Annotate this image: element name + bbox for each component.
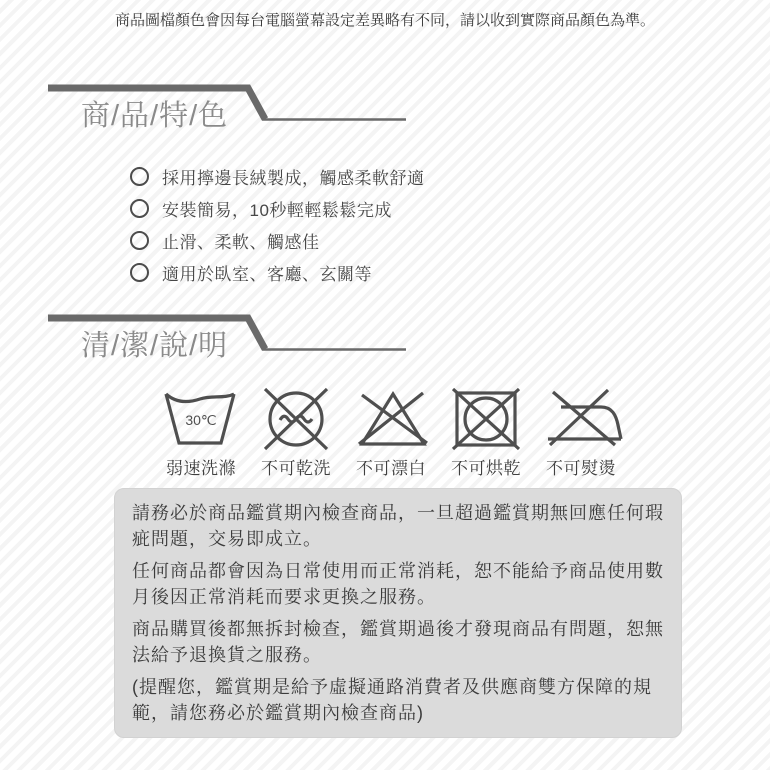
care-item-no-dry-clean (258, 387, 334, 479)
notice-paragraph (132, 500, 664, 552)
feature-item (130, 229, 425, 251)
feature-text: 適用於臥室、客廳、玄關等 (162, 264, 372, 284)
notice-paragraph (132, 558, 664, 610)
no-bleach-icon (353, 387, 433, 451)
feature-text: 安裝簡易，10秒輕輕鬆鬆完成 (162, 200, 392, 220)
color-disclaimer-text: 商品圖檔顏色會因每台電腦螢幕設定差異略有不同，請以收到實際商品顏色為準。 (114, 12, 655, 29)
feature-item (130, 261, 425, 283)
care-label: 不可乾洗 (261, 459, 331, 478)
cleaning-section-title: 清/潔/說/明 (81, 330, 229, 362)
no-iron-icon (543, 387, 623, 451)
care-label: 不可烘乾 (451, 459, 521, 478)
notice-paragraph (132, 674, 664, 726)
care-item-no-iron (543, 387, 619, 479)
notice-line: 範，請您務必於鑑賞期內檢查商品) (132, 703, 424, 723)
circle-bullet-icon (130, 231, 149, 250)
no-tumble-dry-icon (448, 387, 524, 451)
cleaning-section-header (48, 314, 408, 374)
care-label: 不可熨燙 (546, 459, 616, 478)
circle-bullet-icon (130, 263, 149, 282)
notice-line: (提醒您，鑑賞期是給予虛擬通路消費者及供應商雙方保障的規 (132, 677, 652, 697)
care-item-wash (163, 387, 239, 479)
care-item-no-bleach (353, 387, 429, 479)
care-item-no-tumble-dry (448, 387, 524, 479)
features-list (130, 165, 425, 293)
notice-line: 請務必於商品鑑賞期內檢查商品，一旦超過鑑賞期無回應任何瑕 (132, 503, 664, 523)
circle-bullet-icon (130, 199, 149, 218)
care-label: 弱速洗滌 (166, 459, 236, 478)
no-dry-clean-icon (258, 387, 334, 451)
feature-item (130, 165, 425, 187)
feature-text: 止滑、柔軟、觸感佳 (162, 232, 320, 252)
care-icons-row (163, 387, 619, 479)
care-label: 不可漂白 (356, 459, 426, 478)
features-section-title: 商/品/特/色 (81, 100, 229, 132)
svg-text:30℃: 30℃ (185, 412, 217, 428)
notice-line: 疵問題，交易即成立。 (132, 529, 322, 549)
circle-bullet-icon (130, 167, 149, 186)
notice-line: 任何商品都會因為日常使用而正常消耗，恕不能給予商品使用數 (132, 561, 664, 581)
features-section-header (48, 84, 408, 144)
notice-line: 法給予退換貨之服務。 (132, 645, 322, 665)
notice-box (114, 488, 682, 738)
notice-line: 月後因正常消耗而要求更換之服務。 (132, 587, 436, 607)
feature-item (130, 197, 425, 219)
feature-text: 採用擰邊長絨製成，觸感柔軟舒適 (162, 168, 425, 188)
notice-line: 商品購買後都無拆封檢查，鑑賞期過後才發現商品有問題，恕無 (132, 619, 664, 639)
notice-paragraph (132, 616, 664, 668)
wash-30-icon (163, 387, 239, 451)
